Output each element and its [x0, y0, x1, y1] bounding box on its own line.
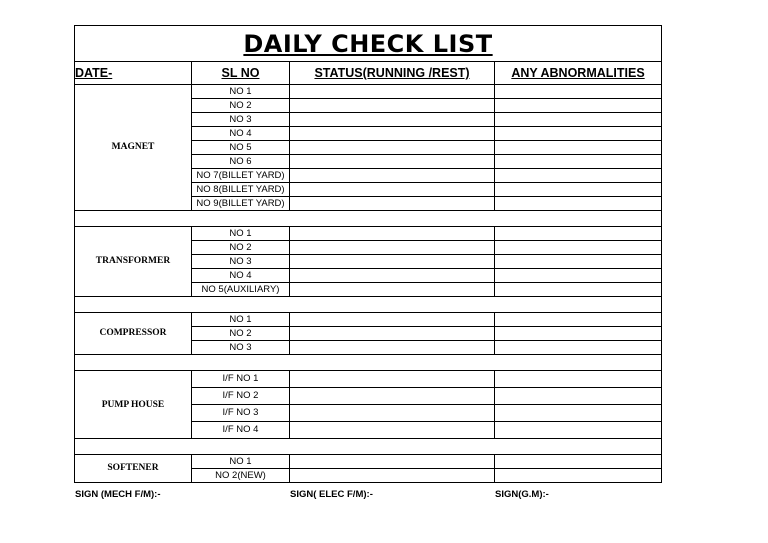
- group-label-magnet: MAGNET: [75, 85, 192, 211]
- spacer-cell: [75, 297, 662, 313]
- status-cell[interactable]: [290, 183, 495, 197]
- status-cell[interactable]: [290, 283, 495, 297]
- sl-no-cell: NO 7(BILLET YARD): [192, 169, 290, 183]
- abnormalities-cell[interactable]: [495, 241, 662, 255]
- status-cell[interactable]: [290, 341, 495, 355]
- sl-no-cell: NO 1: [192, 227, 290, 241]
- status-cell[interactable]: [290, 371, 495, 388]
- sign-gm: SIGN(G.M):-: [495, 489, 549, 500]
- status-cell[interactable]: [290, 155, 495, 169]
- sign-mech: SIGN (MECH F/M):-: [75, 489, 161, 500]
- abnormalities-cell[interactable]: [495, 197, 662, 211]
- group-label-pump-house: PUMP HOUSE: [75, 371, 192, 439]
- sl-no-cell: NO 1: [192, 313, 290, 327]
- abnormalities-cell[interactable]: [495, 371, 662, 388]
- table-row: [75, 455, 662, 469]
- checklist-table: [74, 25, 662, 483]
- spacer-cell: [75, 439, 662, 455]
- status-cell[interactable]: [290, 169, 495, 183]
- abnormalities-cell[interactable]: [495, 141, 662, 155]
- sl-no-cell: I/F NO 4: [192, 422, 290, 439]
- sl-no-cell: NO 4: [192, 127, 290, 141]
- abnormalities-cell[interactable]: [495, 99, 662, 113]
- sl-no-cell: I/F NO 1: [192, 371, 290, 388]
- header-sl-no: SL NO: [192, 62, 290, 85]
- status-cell[interactable]: [290, 455, 495, 469]
- page-title: DAILY CHECK LIST: [243, 29, 493, 58]
- sl-no-cell: NO 2: [192, 99, 290, 113]
- sl-no-cell: NO 9(BILLET YARD): [192, 197, 290, 211]
- table-row: [75, 85, 662, 99]
- status-cell[interactable]: [290, 141, 495, 155]
- abnormalities-cell[interactable]: [495, 327, 662, 341]
- sl-no-cell: NO 3: [192, 113, 290, 127]
- status-cell[interactable]: [290, 422, 495, 439]
- abnormalities-cell[interactable]: [495, 183, 662, 197]
- status-cell[interactable]: [290, 327, 495, 341]
- status-cell[interactable]: [290, 469, 495, 483]
- abnormalities-cell[interactable]: [495, 169, 662, 183]
- status-cell[interactable]: [290, 113, 495, 127]
- sl-no-cell: NO 3: [192, 341, 290, 355]
- title-cell: [75, 26, 662, 62]
- status-cell[interactable]: [290, 85, 495, 99]
- sl-no-cell: I/F NO 3: [192, 405, 290, 422]
- status-cell[interactable]: [290, 99, 495, 113]
- status-cell[interactable]: [290, 269, 495, 283]
- sl-no-cell: NO 2: [192, 241, 290, 255]
- spacer-row: [75, 297, 662, 313]
- abnormalities-cell[interactable]: [495, 469, 662, 483]
- sl-no-cell: NO 3: [192, 255, 290, 269]
- sl-no-cell: NO 2: [192, 327, 290, 341]
- abnormalities-cell[interactable]: [495, 283, 662, 297]
- abnormalities-cell[interactable]: [495, 155, 662, 169]
- header-row: [75, 62, 662, 85]
- sl-no-cell: NO 4: [192, 269, 290, 283]
- status-cell[interactable]: [290, 197, 495, 211]
- abnormalities-cell[interactable]: [495, 269, 662, 283]
- abnormalities-cell[interactable]: [495, 313, 662, 327]
- table-row: [75, 313, 662, 327]
- sl-no-cell: NO 2(NEW): [192, 469, 290, 483]
- header-abnormalities: ANY ABNORMALITIES: [495, 62, 662, 85]
- abnormalities-cell[interactable]: [495, 255, 662, 269]
- title-row: [75, 26, 662, 62]
- table-row: [75, 371, 662, 388]
- spacer-row: [75, 211, 662, 227]
- spacer-cell: [75, 355, 662, 371]
- sign-elec: SIGN( ELEC F/M):-: [290, 489, 373, 500]
- abnormalities-cell[interactable]: [495, 388, 662, 405]
- header-date: DATE-: [75, 62, 192, 85]
- status-cell[interactable]: [290, 227, 495, 241]
- status-cell[interactable]: [290, 241, 495, 255]
- status-cell[interactable]: [290, 313, 495, 327]
- abnormalities-cell[interactable]: [495, 127, 662, 141]
- abnormalities-cell[interactable]: [495, 422, 662, 439]
- header-status: STATUS(RUNNING /REST): [290, 62, 495, 85]
- group-label-compressor: COMPRESSOR: [75, 313, 192, 355]
- table-row: [75, 227, 662, 241]
- abnormalities-cell[interactable]: [495, 455, 662, 469]
- status-cell[interactable]: [290, 255, 495, 269]
- abnormalities-cell[interactable]: [495, 85, 662, 99]
- abnormalities-cell[interactable]: [495, 227, 662, 241]
- sl-no-cell: NO 1: [192, 455, 290, 469]
- group-label-softener: SOFTENER: [75, 455, 192, 483]
- sl-no-cell: NO 8(BILLET YARD): [192, 183, 290, 197]
- abnormalities-cell[interactable]: [495, 341, 662, 355]
- status-cell[interactable]: [290, 388, 495, 405]
- sl-no-cell: I/F NO 2: [192, 388, 290, 405]
- sl-no-cell: NO 5(AUXILIARY): [192, 283, 290, 297]
- sl-no-cell: NO 1: [192, 85, 290, 99]
- spacer-cell: [75, 211, 662, 227]
- spacer-row: [75, 355, 662, 371]
- group-label-transformer: TRANSFORMER: [75, 227, 192, 297]
- sl-no-cell: NO 5: [192, 141, 290, 155]
- abnormalities-cell[interactable]: [495, 405, 662, 422]
- sl-no-cell: NO 6: [192, 155, 290, 169]
- checklist-sheet: [74, 25, 661, 483]
- status-cell[interactable]: [290, 405, 495, 422]
- spacer-row: [75, 439, 662, 455]
- status-cell[interactable]: [290, 127, 495, 141]
- abnormalities-cell[interactable]: [495, 113, 662, 127]
